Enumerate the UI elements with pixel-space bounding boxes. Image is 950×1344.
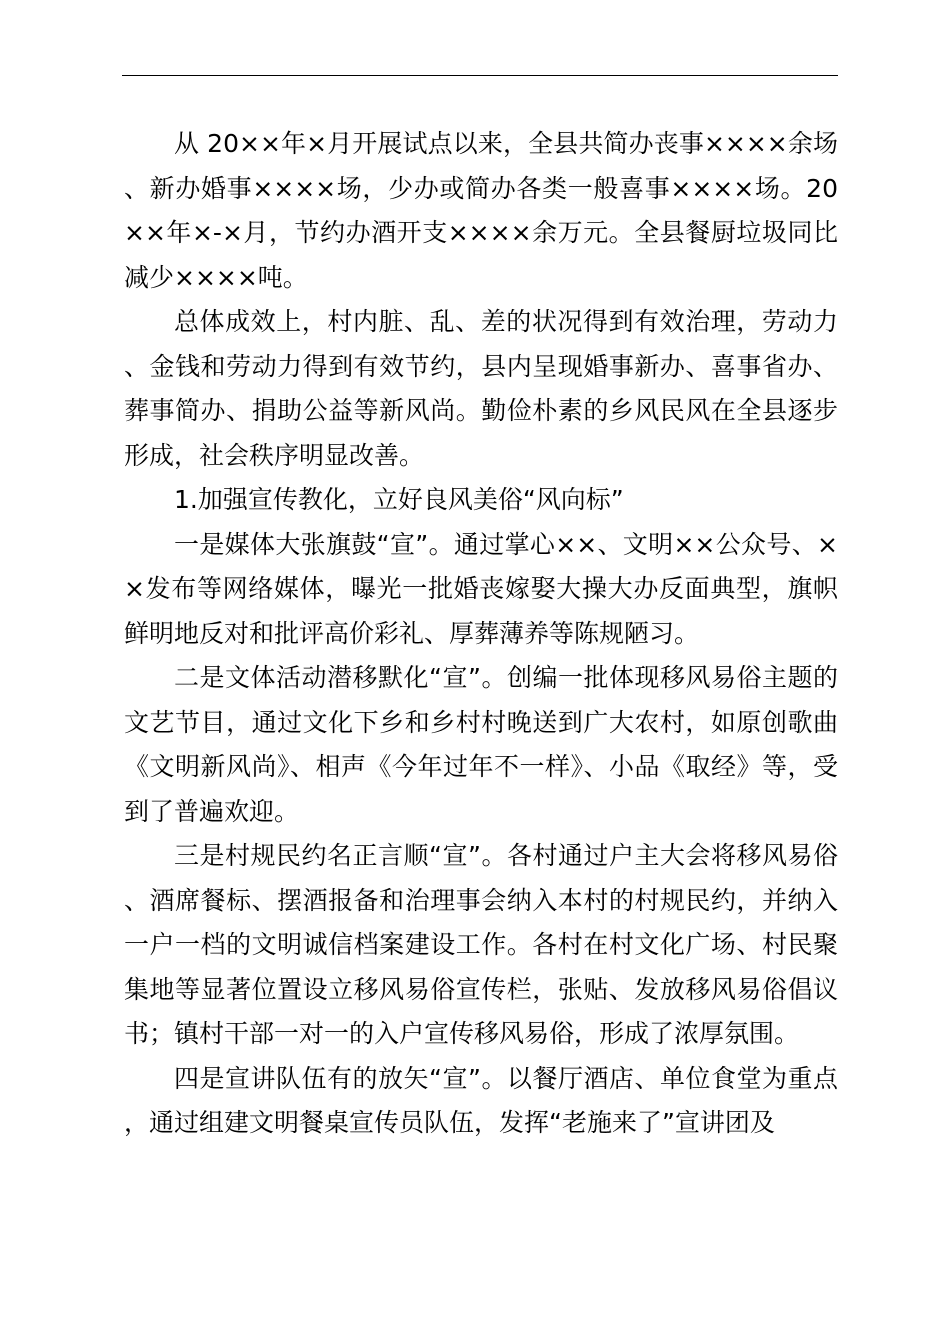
section-heading-publicity: 1.加强宣传教化，立好良风美俗“风向标” — [174, 485, 624, 514]
paragraph-results-figures: 从 20××年×月开展试点以来，全县共简办丧事××××余场、新办婚事××××场，少办或简办各类一般喜事××××场。20××年×-×月，节约办酒开支××××余万元。全县餐厨垃圾同比减少××××吨。 — [124, 129, 838, 292]
paragraph-overall-effect: 总体成效上，村内脏、乱、差的状况得到有效治理，劳动力、金钱和劳动力得到有效节约，县内呈现婚事新办、喜事省办、葬事简办、捐助公益等新风尚。勤俭朴素的乡风民风在全县逐步形成，社会秩序明显改善。 — [124, 307, 838, 470]
paragraph-village-rules: 三是村规民约名正言顺“宣”。各村通过户主大会将移风易俗、酒席餐标、摆酒报备和治理事会纳入本村的村规民约，并纳入一户一档的文明诚信档案建设工作。各村在村文化广场、村民聚集地等显著位置设立移风易俗宣传栏，张贴、发放移风易俗倡议书；镇村干部一对一的入户宣传移风易俗，形成了浓厚氛围。 — [124, 841, 838, 1048]
document-body — [124, 122, 838, 1146]
paragraph-media-publicity: 一是媒体大张旗鼓“宣”。通过掌心××、文明××公众号、××发布等网络媒体，曝光一批婚丧嫁娶大操大办反面典型，旗帜鲜明地反对和批评高价彩礼、厚葬薄养等陈规陋习。 — [124, 529, 838, 648]
header-rule — [122, 75, 838, 76]
paragraph-cultural-activities: 二是文体活动潜移默化“宣”。创编一批体现移风易俗主题的文艺节目，通过文化下乡和乡村村晚送到广大农村，如原创歌曲《文明新风尚》、相声《今年过年不一样》、小品《取经》等，受到了普遍欢迎。 — [124, 663, 838, 826]
paragraph-lecture-teams: 四是宣讲队伍有的放矢“宣”。以餐厅酒店、单位食堂为重点，通过组建文明餐桌宣传员队伍，发挥“老施来了”宣讲团及 — [124, 1063, 838, 1137]
